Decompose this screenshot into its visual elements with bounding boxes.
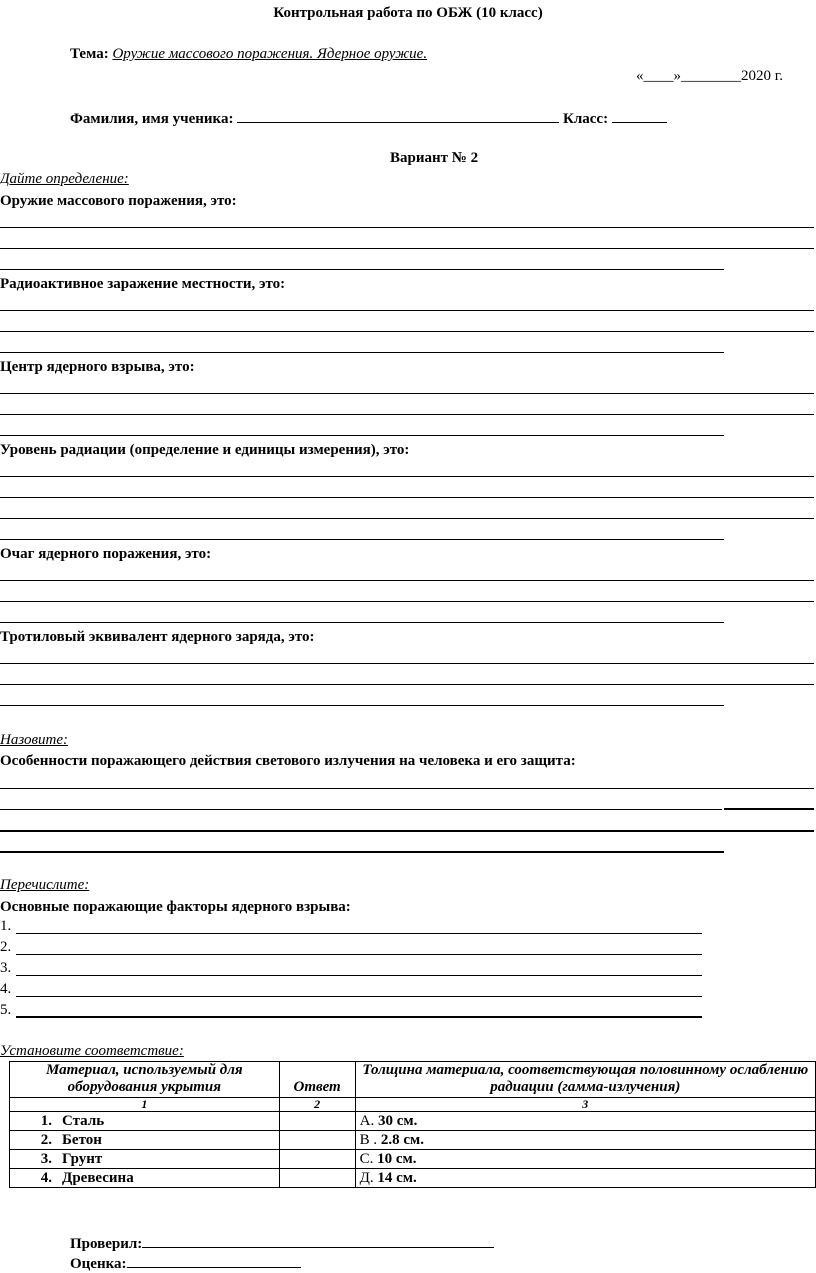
list-item-4-line[interactable] [16,996,702,997]
answer-line[interactable] [0,310,814,311]
col3-header: Толщина материала, соответствующая половинному ослаблению радиации (гамма-излучения) [355,1062,815,1098]
answer-line[interactable] [0,269,724,270]
thickness-value: 10 см. [377,1150,417,1167]
match-table-index-row [10,1097,816,1111]
material-cell [10,1130,280,1149]
answer-line[interactable] [0,622,724,623]
list-item-4-number: 4. [0,981,12,997]
class-field[interactable] [612,108,667,123]
answer-line[interactable] [0,518,814,519]
row-number: 4. [40,1169,52,1186]
define-question-4: Уровень радиации (определение и единицы измерения), это: [0,442,410,458]
answer-line[interactable] [0,851,724,853]
topic-label: Тема: [70,46,109,62]
thickness-letter: Д. [359,1169,374,1186]
date-field[interactable]: «____»________2020 г. [636,68,783,84]
page-title: Контрольная работа по ОБЖ (10 класс) [273,5,543,21]
student-name-label: Фамилия, имя ученика: [70,111,234,127]
material-cell [10,1149,280,1168]
col2-header: Ответ [279,1062,355,1098]
col2-index: 2 [279,1097,355,1111]
grade-label: Оценка: [70,1256,127,1272]
thickness-value: 14 см. [377,1169,417,1186]
checked-by-line [70,1233,494,1253]
thickness-cell [355,1149,815,1168]
row-number: 3. [40,1150,52,1167]
topic-value: Оружие массового поражения. Ядерное оружие. [112,46,428,62]
answer-cell[interactable] [279,1130,355,1149]
answer-line[interactable] [0,705,724,706]
answer-line[interactable] [0,476,814,477]
answer-line[interactable] [0,497,814,498]
material-cell [10,1168,280,1187]
answer-line[interactable] [0,788,814,789]
answer-line[interactable] [0,830,814,832]
answer-line[interactable] [0,393,814,394]
col1-index: 1 [10,1097,280,1111]
list-item-5-line[interactable] [16,1016,702,1018]
col3-index: 3 [355,1097,815,1111]
checked-by-field[interactable] [142,1233,494,1248]
answer-line[interactable] [0,601,814,602]
table-row [10,1168,816,1187]
answer-line[interactable] [0,663,814,664]
material-name: Сталь [62,1112,105,1129]
class-label: Класс: [562,111,609,127]
student-line [70,108,667,128]
answer-line[interactable] [0,684,814,685]
name-question-1: Особенности поражающего действия светового излучения на человека и его защита: [0,753,576,769]
student-name-field[interactable] [237,108,559,123]
list-item-3-line[interactable] [16,975,702,976]
material-name: Грунт [62,1150,103,1167]
topic-line [70,45,427,63]
define-question-3: Центр ядерного взрыва, это: [0,359,195,375]
row-number: 1. [40,1112,52,1129]
list-item-2-line[interactable] [16,954,702,955]
answer-cell[interactable] [279,1149,355,1168]
table-row [10,1149,816,1168]
thickness-letter: С. [359,1150,374,1167]
material-name: Древесина [62,1169,134,1186]
answer-line[interactable] [0,227,814,228]
answer-line[interactable] [0,331,814,332]
define-question-6: Тротиловый эквивалент ядерного заряда, это: [0,629,315,645]
list-question-1: Основные поражающие факторы ядерного взрыва: [0,899,351,915]
list-item-5-number: 5. [0,1002,12,1018]
answer-line[interactable] [0,414,814,415]
answer-line[interactable] [724,808,814,810]
variant-title: Вариант № 2 [390,150,479,166]
match-instruction: Установите соответствие: [0,1043,184,1059]
thickness-cell [355,1130,815,1149]
list-item-1-line[interactable] [16,933,702,934]
list-item-2-number: 2. [0,939,12,955]
answer-line[interactable] [0,809,722,810]
material-cell [10,1111,280,1130]
answer-line[interactable] [0,580,814,581]
answer-cell[interactable] [279,1168,355,1187]
list-instruction: Перечислите: [0,877,90,893]
define-question-2: Радиоактивное заражение местности, это: [0,276,286,292]
table-row [10,1111,816,1130]
grade-field[interactable] [127,1253,301,1268]
checked-by-label: Проверил: [70,1236,143,1252]
thickness-value: 2.8 см. [380,1131,424,1148]
list-item-1-number: 1. [0,918,12,934]
table-row [10,1130,816,1149]
define-question-1: Оружие массового поражения, это: [0,193,237,209]
answer-line[interactable] [0,248,814,249]
material-name: Бетон [62,1131,102,1148]
col1-header: Материал, используемый для оборудования укрытия [10,1062,280,1098]
answer-line[interactable] [0,352,724,353]
thickness-value: 30 см. [377,1112,418,1129]
match-table [9,1061,816,1188]
define-instruction: Дайте определение: [0,171,129,187]
name-instruction: Назовите: [0,732,68,748]
answer-line[interactable] [0,539,724,540]
define-question-5: Очаг ядерного поражения, это: [0,546,212,562]
thickness-letter: В . [359,1131,378,1148]
thickness-letter: А. [359,1112,375,1129]
list-item-3-number: 3. [0,960,12,976]
grade-line [70,1253,301,1273]
thickness-cell [355,1111,815,1130]
row-number: 2. [40,1131,52,1148]
answer-line[interactable] [0,435,724,436]
match-table-header [10,1062,816,1098]
answer-cell[interactable] [279,1111,355,1130]
thickness-cell [355,1168,815,1187]
